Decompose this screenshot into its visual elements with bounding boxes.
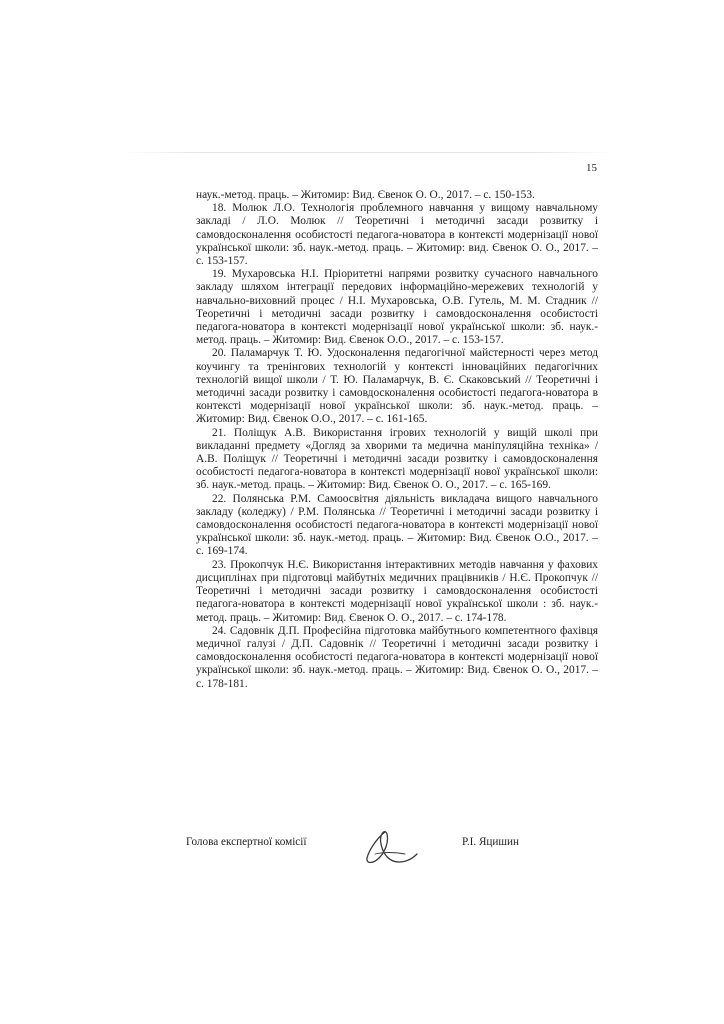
- reference-entry-18: 18. Молюк Л.О. Технологія проблемного навчання у вищому навчальному закладі / Л.О. Молюк // Теоретичні і методичні засади розвитку і самовдосконалення особистості педагога-новатора в контексті модернізації нової української школи: зб. наук.-метод. праць. – Житомир: вид. Євенок О. О., 2017. – с. 153-157.: [196, 202, 598, 268]
- reference-entry-22: 22. Полянська Р.М. Самоосвітня діяльність викладача вищого навчального закладу (коледжу) / Р.М. Полянська // Теоретичні і методичні засади розвитку і самовдосконалення особистості педагога-новатора в контексті модернізації нової української школи: зб. наук.-метод. праць. – Житомир: Вид. Євенок О.О., 2017. – с. 169-174.: [196, 492, 598, 558]
- reference-entry-21: 21. Поліщук А.В. Використання ігрових технологій у вищій школі при викладанні предмету «Догляд за хворими та медична маніпуляційна техніка» / А.В. Поліщук // Теоретичні і методичні засади розвитку і самовдосконалення особистості педагога-новатора в контексті модернізації нової української школи: зб. наук.-метод. праць. – Житомир: Вид. Євенок О. О., 2017. – с. 165-169.: [196, 426, 598, 492]
- reference-entry-23: 23. Прокопчук Н.Є. Використання інтерактивних методів навчання у фахових дисциплінах при підготовці майбутніх медичних працівників / Н.Є. Прокопчук // Теоретичні і методичні засади розвитку і самовдосконалення особистості педагога-новатора в контексті модернізації нової української школи : зб. наук.-метод. праць. – Житомир: Вид. Євенок О. О., 2017. – с. 174-178.: [196, 558, 598, 624]
- reference-entry-19: 19. Мухаровська Н.І. Пріоритетні напрями розвитку сучасного навчального закладу шляхом інтеграції передових інформаційно-мережевих технологій у навчально-виховний процес / Н.І. Мухаровська, О.В. Гутель, М. М. Стадник // Теоретичні і методичні засади розвитку і самовдосконалення особистості педагога-новатора в контексті модернізації нової української школи: зб. наук.-метод. праць. – Житомир: Вид. Євенок О.О., 2017. – с. 153-157.: [196, 268, 598, 347]
- page-number: 15: [586, 162, 597, 174]
- chair-name: Р.І. Яцишин: [462, 836, 519, 848]
- reference-entry-20: 20. Паламарчук Т. Ю. Удосконалення педагогічної майстерності через метод коучингу та тренінгових технологій у контексті інноваційних педагогічних технологій вищої школи / Т. Ю. Паламарчук, В. Є. Скаковський // Теоретичні і методичні засади розвитку і самовдосконалення особистості педагога-новатора в контексті модернізації нової української школи: зб. наук.-метод. праць. – Житомир: Вид. Євенок О.О., 2017. – с. 161-165.: [196, 347, 598, 426]
- reference-list: [196, 189, 598, 691]
- scan-edge-line: [120, 152, 615, 153]
- reference-entry-24: 24. Садовнік Д.П. Професійна підготовка майбутнього компетентного фахівця медичної галузі / Д.П. Садовнік // Теоретичні і методичні засади розвитку і самовдосконалення особистості педагога-новатора в контексті модернізації нової української школи: зб. наук.-метод. праць. – Житомир: Вид. Євенок О. О., 2017. – с. 178-181.: [196, 624, 598, 690]
- continuation-text: наук.-метод. праць. – Житомир: Вид. Євенок О. О., 2017. – с. 150-153.: [196, 189, 535, 201]
- signature-image: [355, 824, 425, 870]
- commission-chair-title: Голова експертної комісії: [186, 836, 307, 848]
